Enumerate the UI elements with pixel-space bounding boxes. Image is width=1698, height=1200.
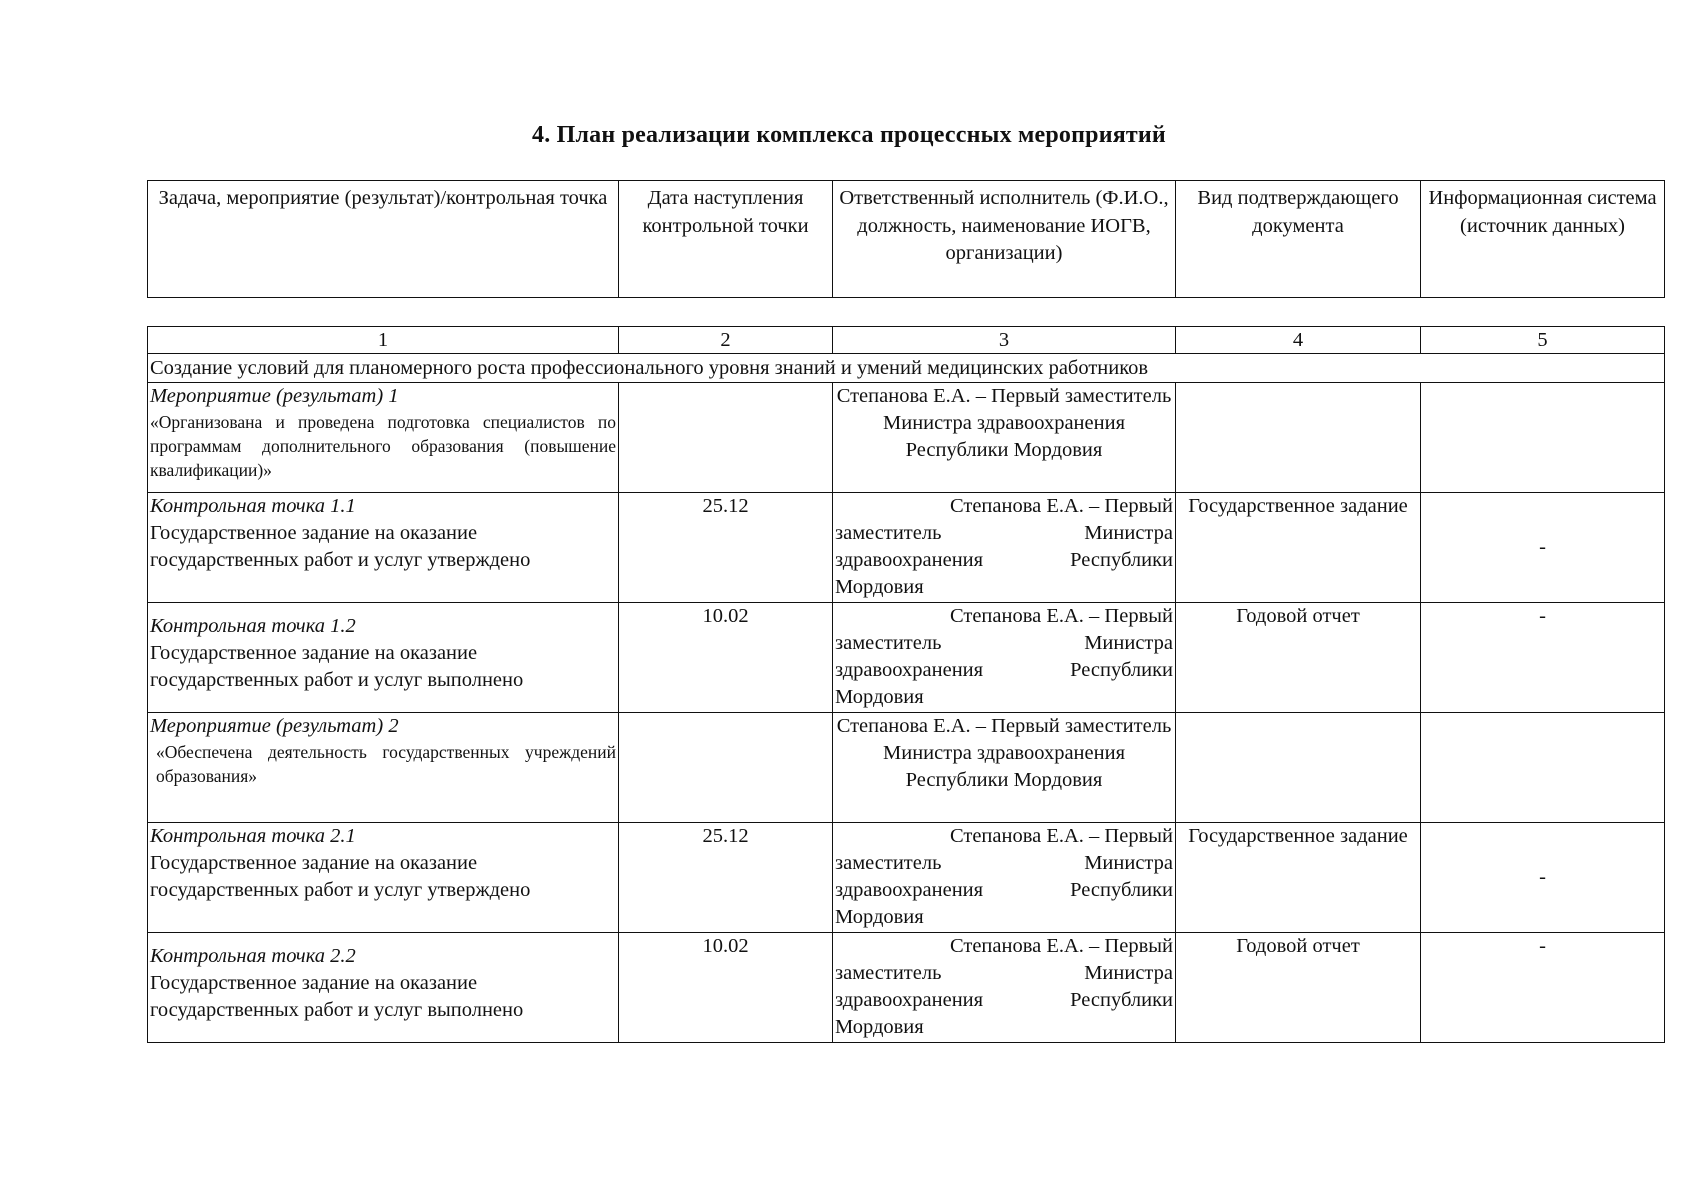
responsible-cell bbox=[833, 823, 1176, 933]
row-label: Контрольная точка 2.1 bbox=[150, 825, 356, 847]
row-label: Контрольная точка 1.1 bbox=[150, 495, 356, 517]
responsible-position: заместитель Министра здравоохранения Республики Мордовия bbox=[835, 852, 1173, 928]
document-cell: Государственное задание bbox=[1176, 823, 1421, 933]
row-label: Мероприятие (результат) 2 bbox=[150, 715, 399, 737]
responsible-cell: Степанова Е.А. – Первый заместитель Министра здравоохранения Республики Мордовия bbox=[833, 383, 1176, 493]
date-cell: 25.12 bbox=[619, 823, 833, 933]
table-row bbox=[148, 713, 1665, 823]
header-cell-task: Задача, мероприятие (результат)/контрольная точка bbox=[148, 181, 619, 298]
row-text: Государственное задание на оказание государственных работ и услуг выполнено bbox=[150, 972, 524, 1021]
row-text: Государственное задание на оказание государственных работ и услуг выполнено bbox=[150, 642, 524, 691]
responsible-cell bbox=[833, 933, 1176, 1043]
row-label: Мероприятие (результат) 1 bbox=[150, 385, 399, 407]
page-title: 4. План реализации комплекса процессных мероприятий bbox=[532, 122, 1166, 148]
responsible-name: Степанова Е.А. – Первый bbox=[949, 495, 1173, 517]
row-text: «Организована и проведена подготовка специалистов по программам дополнительного образования (повышение квалификации)» bbox=[150, 412, 616, 480]
date-cell bbox=[619, 383, 833, 493]
document-cell bbox=[1176, 713, 1421, 823]
system-cell: - bbox=[1421, 493, 1665, 603]
column-numbers-row bbox=[148, 327, 1665, 354]
system-cell bbox=[1421, 713, 1665, 823]
table-row bbox=[148, 823, 1665, 933]
responsible-cell: Степанова Е.А. – Первый заместитель Министра здравоохранения Республики Мордовия bbox=[833, 713, 1176, 823]
table-row bbox=[148, 933, 1665, 1043]
responsible-name: Степанова Е.А. – Первый bbox=[949, 605, 1173, 627]
task-cell bbox=[148, 713, 619, 823]
row-text: «Обеспечена деятельность государственных учреждений образования» bbox=[156, 742, 616, 786]
system-cell bbox=[1421, 383, 1665, 493]
task-cell bbox=[148, 823, 619, 933]
column-number: 2 bbox=[619, 327, 833, 354]
responsible-position: заместитель Министра здравоохранения Республики Мордовия bbox=[835, 522, 1173, 598]
date-cell: 10.02 bbox=[619, 933, 833, 1043]
header-cell-system: Информационная система (источник данных) bbox=[1421, 181, 1665, 298]
task-cell bbox=[148, 603, 619, 713]
table-row bbox=[148, 383, 1665, 493]
header-cell-responsible: Ответственный исполнитель (Ф.И.О., должность, наименование ИОГВ, организации) bbox=[833, 181, 1176, 298]
document-cell: Годовой отчет bbox=[1176, 933, 1421, 1043]
header-cell-document: Вид подтверждающего документа bbox=[1176, 181, 1421, 298]
system-cell: - bbox=[1421, 823, 1665, 933]
header-table bbox=[147, 180, 1665, 298]
section-title: Создание условий для планомерного роста профессионального уровня знаний и умений медицинских работников bbox=[148, 354, 1665, 383]
responsible-cell bbox=[833, 493, 1176, 603]
responsible-name: Степанова Е.А. – Первый bbox=[949, 825, 1173, 847]
task-cell bbox=[148, 383, 619, 493]
header-cell-date: Дата наступления контрольной точки bbox=[619, 181, 833, 298]
row-label: Контрольная точка 2.2 bbox=[150, 945, 356, 967]
document-cell bbox=[1176, 383, 1421, 493]
plan-table bbox=[147, 326, 1665, 1043]
system-cell: - bbox=[1421, 933, 1665, 1043]
responsible-name: Степанова Е.А. – Первый bbox=[949, 935, 1173, 957]
column-number: 1 bbox=[148, 327, 619, 354]
header-row bbox=[148, 181, 1665, 298]
system-cell: - bbox=[1421, 603, 1665, 713]
date-cell bbox=[619, 713, 833, 823]
document-cell: Государственное задание bbox=[1176, 493, 1421, 603]
responsible-cell bbox=[833, 603, 1176, 713]
row-label: Контрольная точка 1.2 bbox=[150, 615, 356, 637]
table-row bbox=[148, 493, 1665, 603]
column-number: 4 bbox=[1176, 327, 1421, 354]
date-cell: 25.12 bbox=[619, 493, 833, 603]
document-cell: Годовой отчет bbox=[1176, 603, 1421, 713]
row-text: Государственное задание на оказание государственных работ и услуг утверждено bbox=[150, 852, 531, 901]
column-number: 3 bbox=[833, 327, 1176, 354]
task-cell bbox=[148, 493, 619, 603]
row-text: Государственное задание на оказание государственных работ и услуг утверждено bbox=[150, 522, 531, 571]
section-row bbox=[148, 354, 1665, 383]
responsible-position: заместитель Министра здравоохранения Республики Мордовия bbox=[835, 632, 1173, 708]
date-cell: 10.02 bbox=[619, 603, 833, 713]
column-number: 5 bbox=[1421, 327, 1665, 354]
responsible-position: заместитель Министра здравоохранения Республики Мордовия bbox=[835, 962, 1173, 1038]
task-cell bbox=[148, 933, 619, 1043]
table-row bbox=[148, 603, 1665, 713]
